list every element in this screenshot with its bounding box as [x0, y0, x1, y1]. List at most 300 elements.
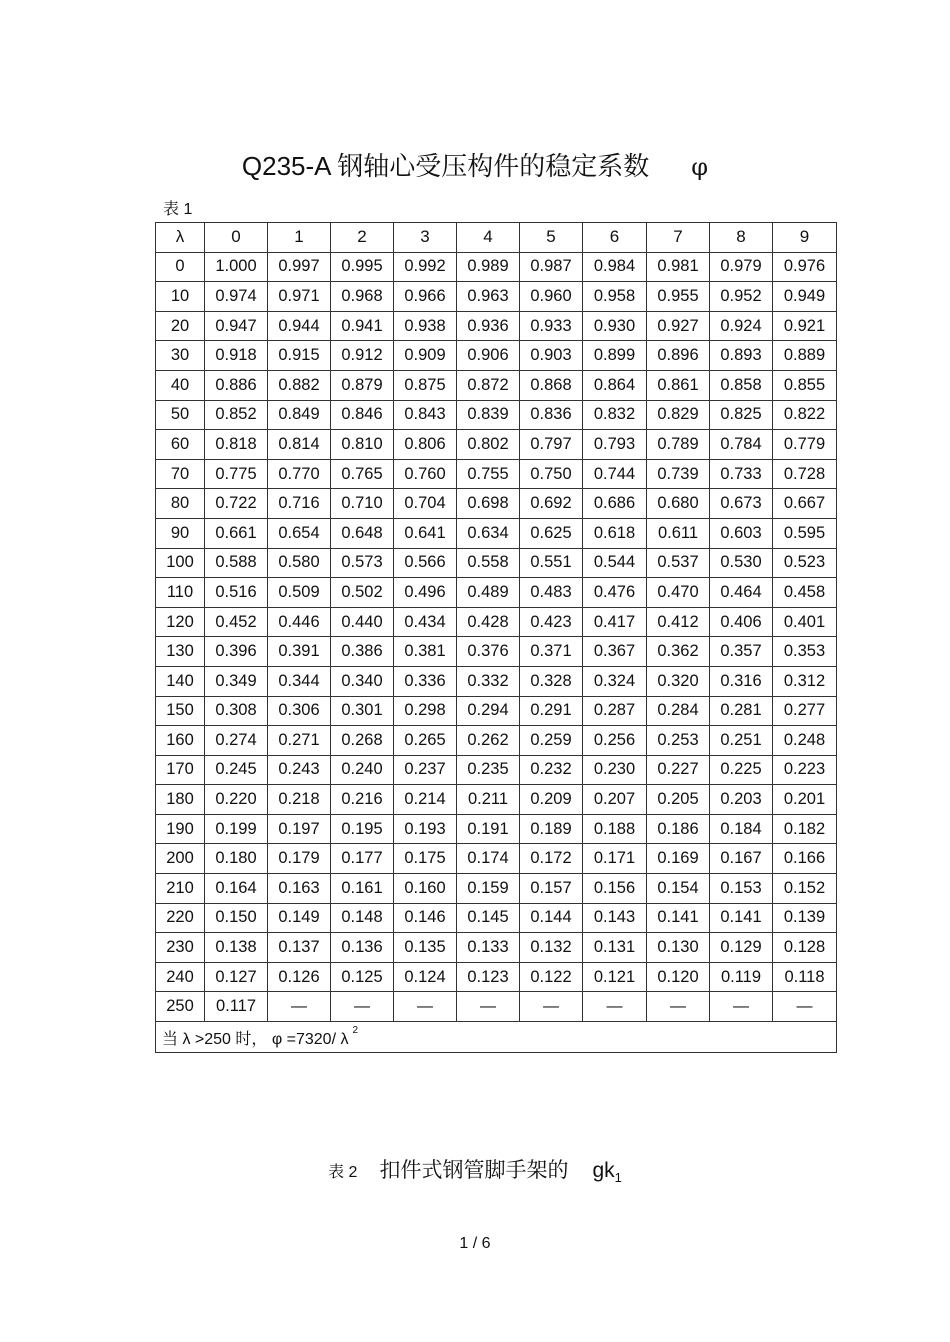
coefficient-cell: 0.603	[710, 518, 773, 548]
coefficient-cell: 0.739	[647, 459, 710, 489]
coefficient-cell: 0.566	[394, 548, 457, 578]
coefficient-cell: 0.132	[520, 933, 583, 963]
coefficient-cell: 0.896	[647, 341, 710, 371]
coefficient-cell: 0.123	[457, 962, 520, 992]
table-row	[156, 430, 837, 460]
coefficient-cell: 0.159	[457, 874, 520, 904]
coefficient-cell: 0.755	[457, 459, 520, 489]
row-lambda-cell: 30	[156, 341, 205, 371]
coefficient-cell: 0.452	[205, 607, 268, 637]
table-row	[156, 962, 837, 992]
coefficient-cell: 0.166	[773, 844, 837, 874]
coefficient-cell: 0.119	[710, 962, 773, 992]
coefficient-cell: 0.143	[583, 903, 647, 933]
coefficient-cell: 0.153	[710, 874, 773, 904]
coefficient-cell: 0.423	[520, 607, 583, 637]
coefficient-cell: 0.340	[331, 666, 394, 696]
coefficient-cell: 0.401	[773, 607, 837, 637]
coefficient-cell: 0.291	[520, 696, 583, 726]
coefficient-cell: 0.306	[268, 696, 331, 726]
coefficient-cell: 0.704	[394, 489, 457, 519]
coefficient-cell: 0.128	[773, 933, 837, 963]
coefficient-cell: 0.324	[583, 666, 647, 696]
table-row	[156, 844, 837, 874]
coefficient-cell: 0.836	[520, 400, 583, 430]
coefficient-cell: 0.882	[268, 370, 331, 400]
coefficient-cell: 0.814	[268, 430, 331, 460]
coefficient-cell: —	[394, 992, 457, 1022]
coefficient-cell: 0.987	[520, 252, 583, 282]
table-row	[156, 459, 837, 489]
coefficient-cell: —	[647, 992, 710, 1022]
coefficient-cell: 0.141	[647, 903, 710, 933]
coefficient-cell: 0.139	[773, 903, 837, 933]
coefficient-cell: 0.301	[331, 696, 394, 726]
coefficient-cell: 0.167	[710, 844, 773, 874]
coefficient-cell: 0.825	[710, 400, 773, 430]
coefficient-cell: 0.496	[394, 578, 457, 608]
coefficient-cell: 0.253	[647, 726, 710, 756]
coefficient-cell: 0.915	[268, 341, 331, 371]
coefficient-cell: 0.716	[268, 489, 331, 519]
table-row	[156, 696, 837, 726]
coefficient-cell: 0.308	[205, 696, 268, 726]
coefficient-cell: 0.611	[647, 518, 710, 548]
coefficient-cell: 0.849	[268, 400, 331, 430]
coefficient-cell: 0.182	[773, 814, 837, 844]
row-lambda-cell: 60	[156, 430, 205, 460]
coefficient-cell: 0.161	[331, 874, 394, 904]
gk-subscript: 1	[614, 1170, 622, 1186]
coefficient-cell: 0.332	[457, 666, 520, 696]
coefficient-cell: 0.129	[710, 933, 773, 963]
coefficient-cell: 0.281	[710, 696, 773, 726]
table2-number: 表 2	[328, 1164, 358, 1181]
coefficient-cell: 0.357	[710, 637, 773, 667]
coefficient-cell: 0.976	[773, 252, 837, 282]
table-row	[156, 637, 837, 667]
coefficient-cell: 0.125	[331, 962, 394, 992]
coefficient-cell: 0.186	[647, 814, 710, 844]
coefficient-cell: 0.131	[583, 933, 647, 963]
coefficient-cell: 0.336	[394, 666, 457, 696]
coefficient-cell: 0.728	[773, 459, 837, 489]
coefficient-cell: 0.197	[268, 814, 331, 844]
coefficient-cell: 0.126	[268, 962, 331, 992]
coefficient-cell: 0.889	[773, 341, 837, 371]
table-row	[156, 252, 837, 282]
coefficient-cell: 0.216	[331, 785, 394, 815]
coefficient-cell: —	[331, 992, 394, 1022]
coefficient-cell: 0.205	[647, 785, 710, 815]
coefficient-cell: 0.558	[457, 548, 520, 578]
coefficient-cell: 0.625	[520, 518, 583, 548]
coefficient-cell: 0.918	[205, 341, 268, 371]
coefficient-cell: 0.765	[331, 459, 394, 489]
coefficient-cell: 0.193	[394, 814, 457, 844]
coefficient-cell: 0.692	[520, 489, 583, 519]
table-row	[156, 518, 837, 548]
coefficient-cell: 0.673	[710, 489, 773, 519]
coefficient-cell: 0.899	[583, 341, 647, 371]
coefficient-cell: 0.137	[268, 933, 331, 963]
coefficient-cell: 0.544	[583, 548, 647, 578]
coefficient-cell: 0.875	[394, 370, 457, 400]
coefficient-cell: 0.984	[583, 252, 647, 282]
coefficient-cell: 0.320	[647, 666, 710, 696]
coefficient-cell: 0.230	[583, 755, 647, 785]
coefficient-cell: 0.184	[710, 814, 773, 844]
coefficient-cell: 0.446	[268, 607, 331, 637]
coefficient-cell: 0.232	[520, 755, 583, 785]
coefficient-cell: 0.172	[520, 844, 583, 874]
coefficient-cell: 0.618	[583, 518, 647, 548]
table-row	[156, 814, 837, 844]
coefficient-cell: 0.154	[647, 874, 710, 904]
document-title	[0, 146, 950, 183]
row-lambda-cell: 250	[156, 992, 205, 1022]
header-col-2: 2	[331, 223, 394, 253]
coefficient-cell: 0.580	[268, 548, 331, 578]
coefficient-cell: 0.858	[710, 370, 773, 400]
coefficient-cell: 0.744	[583, 459, 647, 489]
coefficient-cell: 0.240	[331, 755, 394, 785]
coefficient-cell: 0.195	[331, 814, 394, 844]
coefficient-cell: 0.237	[394, 755, 457, 785]
coefficient-cell: 0.344	[268, 666, 331, 696]
coefficient-cell: 0.551	[520, 548, 583, 578]
coefficient-cell: 0.760	[394, 459, 457, 489]
coefficient-cell: 0.175	[394, 844, 457, 874]
header-col-8: 8	[710, 223, 773, 253]
coefficient-cell: 0.476	[583, 578, 647, 608]
coefficient-cell: 0.846	[331, 400, 394, 430]
coefficient-cell: —	[457, 992, 520, 1022]
coefficient-cell: 0.648	[331, 518, 394, 548]
coefficient-cell: 0.797	[520, 430, 583, 460]
row-lambda-cell: 150	[156, 696, 205, 726]
coefficient-cell: 0.145	[457, 903, 520, 933]
row-lambda-cell: 240	[156, 962, 205, 992]
coefficient-cell: 0.121	[583, 962, 647, 992]
coefficient-cell: 0.118	[773, 962, 837, 992]
coefficient-cell: 0.203	[710, 785, 773, 815]
coefficient-cell: 0.981	[647, 252, 710, 282]
coefficient-cell: 0.122	[520, 962, 583, 992]
coefficient-cell: 0.979	[710, 252, 773, 282]
coefficient-cell: 0.396	[205, 637, 268, 667]
coefficient-cell: 0.537	[647, 548, 710, 578]
coefficient-cell: 0.779	[773, 430, 837, 460]
header-lambda: λ	[156, 223, 205, 253]
coefficient-cell: 0.789	[647, 430, 710, 460]
coefficient-cell: 0.992	[394, 252, 457, 282]
coefficient-cell: 0.391	[268, 637, 331, 667]
coefficient-cell: 0.188	[583, 814, 647, 844]
table-row	[156, 578, 837, 608]
table-row	[156, 666, 837, 696]
coefficient-cell: 0.189	[520, 814, 583, 844]
coefficient-cell: 0.440	[331, 607, 394, 637]
table2-title	[0, 1154, 950, 1185]
coefficient-cell: 0.936	[457, 311, 520, 341]
table-note	[156, 1022, 837, 1053]
table-header-row	[156, 223, 837, 253]
coefficient-cell: 0.921	[773, 311, 837, 341]
coefficient-cell: 0.733	[710, 459, 773, 489]
coefficient-cell: 0.412	[647, 607, 710, 637]
coefficient-cell: 0.864	[583, 370, 647, 400]
table-row	[156, 341, 837, 371]
coefficient-cell: 0.906	[457, 341, 520, 371]
coefficient-cell: —	[583, 992, 647, 1022]
coefficient-cell: 0.120	[647, 962, 710, 992]
coefficient-cell: 0.930	[583, 311, 647, 341]
coefficient-cell: 0.955	[647, 282, 710, 312]
coefficient-cell: 0.130	[647, 933, 710, 963]
coefficient-cell: 0.458	[773, 578, 837, 608]
coefficient-cell: 0.225	[710, 755, 773, 785]
stability-coefficient-table	[155, 222, 837, 1053]
coefficient-cell: 0.353	[773, 637, 837, 667]
row-lambda-cell: 230	[156, 933, 205, 963]
coefficient-cell: 0.207	[583, 785, 647, 815]
note-superscript: 2	[352, 1025, 359, 1037]
coefficient-cell: 0.941	[331, 311, 394, 341]
coefficient-cell: 0.822	[773, 400, 837, 430]
coefficient-cell: 0.947	[205, 311, 268, 341]
coefficient-cell: 0.201	[773, 785, 837, 815]
table-row	[156, 755, 837, 785]
coefficient-cell: 0.180	[205, 844, 268, 874]
coefficient-cell: 0.271	[268, 726, 331, 756]
coefficient-cell: 0.367	[583, 637, 647, 667]
row-lambda-cell: 190	[156, 814, 205, 844]
coefficient-cell: 0.117	[205, 992, 268, 1022]
coefficient-cell: 0.277	[773, 696, 837, 726]
coefficient-cell: 0.464	[710, 578, 773, 608]
coefficient-cell: 0.829	[647, 400, 710, 430]
row-lambda-cell: 20	[156, 311, 205, 341]
coefficient-cell: 0.573	[331, 548, 394, 578]
coefficient-cell: 0.722	[205, 489, 268, 519]
coefficient-cell: 0.227	[647, 755, 710, 785]
coefficient-cell: 0.243	[268, 755, 331, 785]
coefficient-cell: 0.245	[205, 755, 268, 785]
coefficient-cell: 0.406	[710, 607, 773, 637]
coefficient-cell: 0.698	[457, 489, 520, 519]
row-lambda-cell: 90	[156, 518, 205, 548]
coefficient-cell: 0.177	[331, 844, 394, 874]
table-row	[156, 400, 837, 430]
coefficient-cell: 0.861	[647, 370, 710, 400]
row-lambda-cell: 70	[156, 459, 205, 489]
coefficient-cell: 0.136	[331, 933, 394, 963]
coefficient-cell: 0.661	[205, 518, 268, 548]
coefficient-cell: 0.839	[457, 400, 520, 430]
coefficient-cell: 0.124	[394, 962, 457, 992]
table-row	[156, 489, 837, 519]
coefficient-cell: 0.381	[394, 637, 457, 667]
coefficient-cell: 0.428	[457, 607, 520, 637]
table-row	[156, 311, 837, 341]
coefficient-cell: 0.793	[583, 430, 647, 460]
table-note-row	[156, 1022, 837, 1053]
coefficient-cell: 0.634	[457, 518, 520, 548]
coefficient-cell: 0.927	[647, 311, 710, 341]
coefficient-cell: 0.502	[331, 578, 394, 608]
coefficient-cell: 0.868	[520, 370, 583, 400]
coefficient-cell: 0.775	[205, 459, 268, 489]
row-lambda-cell: 80	[156, 489, 205, 519]
coefficient-cell: 0.654	[268, 518, 331, 548]
header-col-3: 3	[394, 223, 457, 253]
coefficient-cell: 0.157	[520, 874, 583, 904]
header-col-1: 1	[268, 223, 331, 253]
table-row	[156, 903, 837, 933]
coefficient-cell: 0.160	[394, 874, 457, 904]
coefficient-cell: 0.164	[205, 874, 268, 904]
coefficient-cell: 0.960	[520, 282, 583, 312]
coefficient-cell: 0.171	[583, 844, 647, 874]
coefficient-cell: 0.971	[268, 282, 331, 312]
coefficient-cell: 0.209	[520, 785, 583, 815]
coefficient-cell: 0.256	[583, 726, 647, 756]
coefficient-cell: 0.968	[331, 282, 394, 312]
coefficient-cell: 0.149	[268, 903, 331, 933]
header-col-9: 9	[773, 223, 837, 253]
coefficient-cell: 0.138	[205, 933, 268, 963]
coefficient-cell: 0.417	[583, 607, 647, 637]
table-row	[156, 992, 837, 1022]
coefficient-cell: 1.000	[205, 252, 268, 282]
coefficient-cell: 0.802	[457, 430, 520, 460]
coefficient-cell: 0.223	[773, 755, 837, 785]
coefficient-cell: 0.710	[331, 489, 394, 519]
coefficient-cell: 0.483	[520, 578, 583, 608]
coefficient-cell: 0.523	[773, 548, 837, 578]
coefficient-cell: 0.489	[457, 578, 520, 608]
coefficient-cell: 0.298	[394, 696, 457, 726]
coefficient-cell: 0.133	[457, 933, 520, 963]
coefficient-cell: 0.938	[394, 311, 457, 341]
coefficient-cell: 0.974	[205, 282, 268, 312]
table-row	[156, 726, 837, 756]
coefficient-cell: 0.179	[268, 844, 331, 874]
row-lambda-cell: 110	[156, 578, 205, 608]
row-lambda-cell: 100	[156, 548, 205, 578]
coefficient-cell: 0.852	[205, 400, 268, 430]
coefficient-cell: 0.235	[457, 755, 520, 785]
coefficient-cell: 0.248	[773, 726, 837, 756]
table-row	[156, 370, 837, 400]
header-col-5: 5	[520, 223, 583, 253]
coefficient-cell: 0.770	[268, 459, 331, 489]
coefficient-cell: —	[710, 992, 773, 1022]
coefficient-cell: 0.284	[647, 696, 710, 726]
coefficient-cell: 0.952	[710, 282, 773, 312]
coefficient-cell: 0.516	[205, 578, 268, 608]
coefficient-cell: 0.509	[268, 578, 331, 608]
coefficient-cell: 0.843	[394, 400, 457, 430]
gk-symbol: gk	[592, 1159, 615, 1182]
coefficient-cell: 0.641	[394, 518, 457, 548]
coefficient-cell: 0.218	[268, 785, 331, 815]
coefficient-cell: 0.806	[394, 430, 457, 460]
table2-text: 扣件式钢管脚手架的	[379, 1159, 569, 1182]
coefficient-cell: 0.903	[520, 341, 583, 371]
coefficient-cell: 0.470	[647, 578, 710, 608]
coefficient-cell: 0.912	[331, 341, 394, 371]
coefficient-cell: 0.680	[647, 489, 710, 519]
coefficient-cell: 0.958	[583, 282, 647, 312]
coefficient-cell: —	[520, 992, 583, 1022]
coefficient-cell: 0.262	[457, 726, 520, 756]
table-row	[156, 548, 837, 578]
coefficient-cell: 0.287	[583, 696, 647, 726]
table-row	[156, 933, 837, 963]
coefficient-cell: 0.268	[331, 726, 394, 756]
coefficient-cell: 0.199	[205, 814, 268, 844]
coefficient-cell: 0.784	[710, 430, 773, 460]
row-lambda-cell: 220	[156, 903, 205, 933]
coefficient-cell: 0.997	[268, 252, 331, 282]
coefficient-cell: 0.872	[457, 370, 520, 400]
coefficient-cell: 0.135	[394, 933, 457, 963]
coefficient-cell: 0.595	[773, 518, 837, 548]
header-col-0: 0	[205, 223, 268, 253]
header-col-7: 7	[647, 223, 710, 253]
coefficient-cell: 0.818	[205, 430, 268, 460]
coefficient-cell: 0.879	[331, 370, 394, 400]
row-lambda-cell: 140	[156, 666, 205, 696]
page-number: 1 / 6	[459, 1235, 491, 1252]
coefficient-cell: 0.211	[457, 785, 520, 815]
header-col-6: 6	[583, 223, 647, 253]
coefficient-cell: —	[773, 992, 837, 1022]
coefficient-cell: 0.144	[520, 903, 583, 933]
row-lambda-cell: 170	[156, 755, 205, 785]
row-lambda-cell: 160	[156, 726, 205, 756]
coefficient-cell: 0.810	[331, 430, 394, 460]
coefficient-cell: 0.174	[457, 844, 520, 874]
row-lambda-cell: 10	[156, 282, 205, 312]
table-row	[156, 282, 837, 312]
coefficient-cell: 0.434	[394, 607, 457, 637]
note-text: 当 λ >250 时， φ =7320/ λ	[162, 1030, 349, 1048]
coefficient-cell: 0.220	[205, 785, 268, 815]
coefficient-cell: 0.274	[205, 726, 268, 756]
coefficient-cell: 0.530	[710, 548, 773, 578]
coefficient-cell: 0.146	[394, 903, 457, 933]
table1-label: 表 1	[163, 201, 193, 218]
row-lambda-cell: 180	[156, 785, 205, 815]
coefficient-cell: 0.294	[457, 696, 520, 726]
row-lambda-cell: 40	[156, 370, 205, 400]
coefficient-cell: 0.893	[710, 341, 773, 371]
coefficient-cell: 0.156	[583, 874, 647, 904]
coefficient-cell: 0.148	[331, 903, 394, 933]
table-row	[156, 607, 837, 637]
coefficient-cell: 0.214	[394, 785, 457, 815]
coefficient-cell: 0.312	[773, 666, 837, 696]
coefficient-cell: 0.832	[583, 400, 647, 430]
coefficient-cell: 0.163	[268, 874, 331, 904]
coefficient-cell: 0.371	[520, 637, 583, 667]
coefficient-cell: 0.316	[710, 666, 773, 696]
coefficient-cell: 0.667	[773, 489, 837, 519]
coefficient-cell: 0.944	[268, 311, 331, 341]
